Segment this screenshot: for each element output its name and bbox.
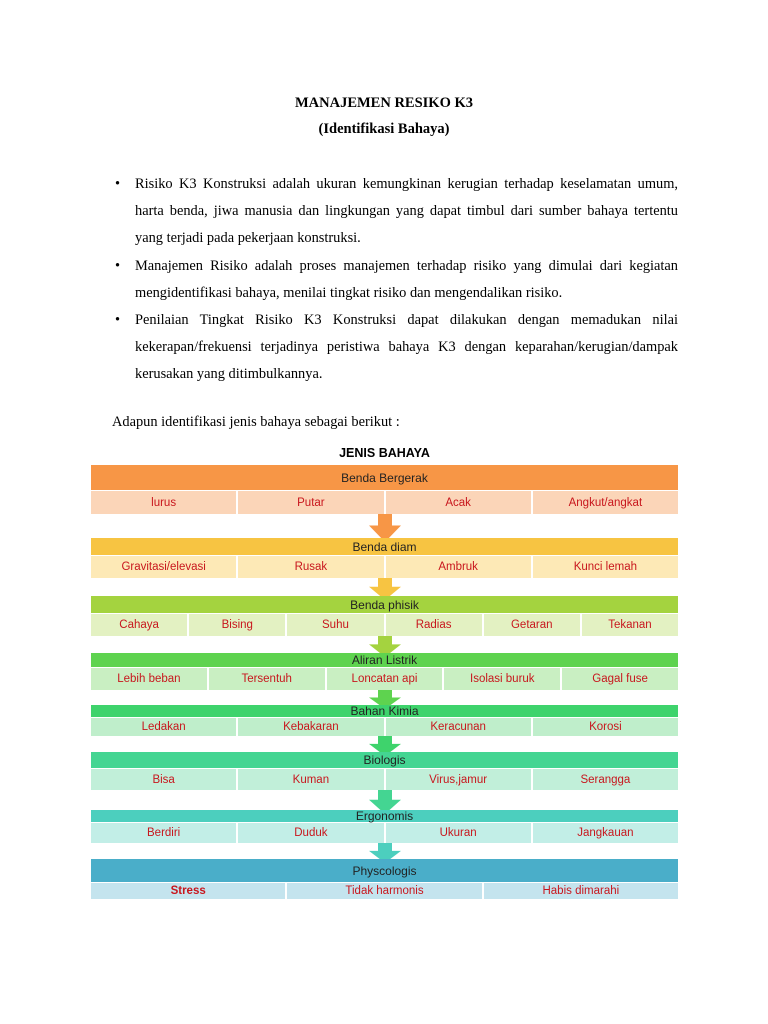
hazard-item: Kebakaran	[238, 718, 385, 736]
category-header: Benda Bergerak	[91, 465, 678, 490]
category-header: Bahan Kimia	[91, 705, 678, 717]
bullet-item: • Risiko K3 Konstruksi adalah ukuran kemungkinan kerugian terhadap keselamatan umum, harta benda, jiwa manusia dan lingkungan yang dapat timbul dari sumber bahaya tertentu yang terjadi pada pekerjaan konstruksi.	[112, 171, 678, 253]
hazard-item: Habis dimarahi	[484, 883, 678, 899]
hazard-item: Stress	[91, 883, 287, 899]
hazard-item: Rusak	[238, 556, 385, 578]
hazard-item: Suhu	[287, 614, 385, 636]
hazard-item: Duduk	[238, 823, 385, 843]
bullet-item: • Manajemen Risiko adalah proses manajemen terhadap risiko yang dimulai dari kegiatan mengidentifikasi bahaya, menilai tingkat risiko dan mengendalikan risiko.	[112, 253, 678, 307]
hazard-item: Tekanan	[582, 614, 678, 636]
hazard-item: Lebih beban	[91, 668, 209, 690]
hazard-item: Gravitasi/elevasi	[91, 556, 238, 578]
hazard-item: Keracunan	[386, 718, 533, 736]
hazard-item: Cahaya	[91, 614, 189, 636]
hazard-item: Loncatan api	[327, 668, 445, 690]
category-header: Benda diam	[91, 538, 678, 555]
hazard-item: Tidak harmonis	[287, 883, 483, 899]
category-items-row	[91, 556, 678, 578]
category-items-row	[91, 883, 678, 899]
hazard-item: Gagal fuse	[562, 668, 678, 690]
hazard-item: Berdiri	[91, 823, 238, 843]
category-items-row	[91, 718, 678, 736]
hazard-item: Kunci lemah	[533, 556, 678, 578]
bullet-list	[112, 171, 678, 389]
category-items-row	[91, 823, 678, 843]
hazard-item: Korosi	[533, 718, 678, 736]
hazard-item: Getaran	[484, 614, 582, 636]
hazard-item: Bisa	[91, 769, 238, 790]
document-subtitle: (Identifikasi Bahaya)	[318, 121, 450, 137]
document-title: MANAJEMEN RESIKO K3	[294, 95, 474, 111]
category-header: Ergonomis	[91, 810, 678, 822]
hazard-item: lurus	[91, 491, 238, 514]
hazard-item: Radias	[386, 614, 484, 636]
category-items-row	[91, 491, 678, 514]
category-header: Benda phisik	[91, 596, 678, 613]
hazard-item: Jangkauan	[533, 823, 678, 843]
hazard-item: Acak	[386, 491, 533, 514]
hazard-diagram	[91, 446, 678, 901]
hazard-item: Ledakan	[91, 718, 238, 736]
category-items-row	[91, 668, 678, 690]
intro-text: Adapun identifikasi jenis bahaya sebagai berikut :	[112, 414, 400, 430]
hazard-item: Tersentuh	[209, 668, 327, 690]
hazard-item: Isolasi buruk	[444, 668, 562, 690]
hazard-item: Bising	[189, 614, 287, 636]
category-header: Physcologis	[91, 859, 678, 882]
category-items-row	[91, 614, 678, 636]
category-items-row	[91, 769, 678, 790]
hazard-item: Putar	[238, 491, 385, 514]
diagram-title: JENIS BAHAYA	[339, 446, 430, 460]
category-header: Aliran Listrik	[91, 653, 678, 667]
category-header: Biologis	[91, 752, 678, 768]
hazard-item: Ambruk	[386, 556, 533, 578]
hazard-item: Angkut/angkat	[533, 491, 678, 514]
bullet-item: • Penilaian Tingkat Risiko K3 Konstruksi dapat dilakukan dengan memadukan nilai kekerapan/frekuensi terjadinya peristiwa bahaya K3 dengan keparahan/kerugian/dampak kerusakan yang ditimbulkannya.	[112, 307, 678, 389]
hazard-item: Virus,jamur	[386, 769, 533, 790]
hazard-item: Ukuran	[386, 823, 533, 843]
hazard-item: Kuman	[238, 769, 385, 790]
hazard-item: Serangga	[533, 769, 678, 790]
